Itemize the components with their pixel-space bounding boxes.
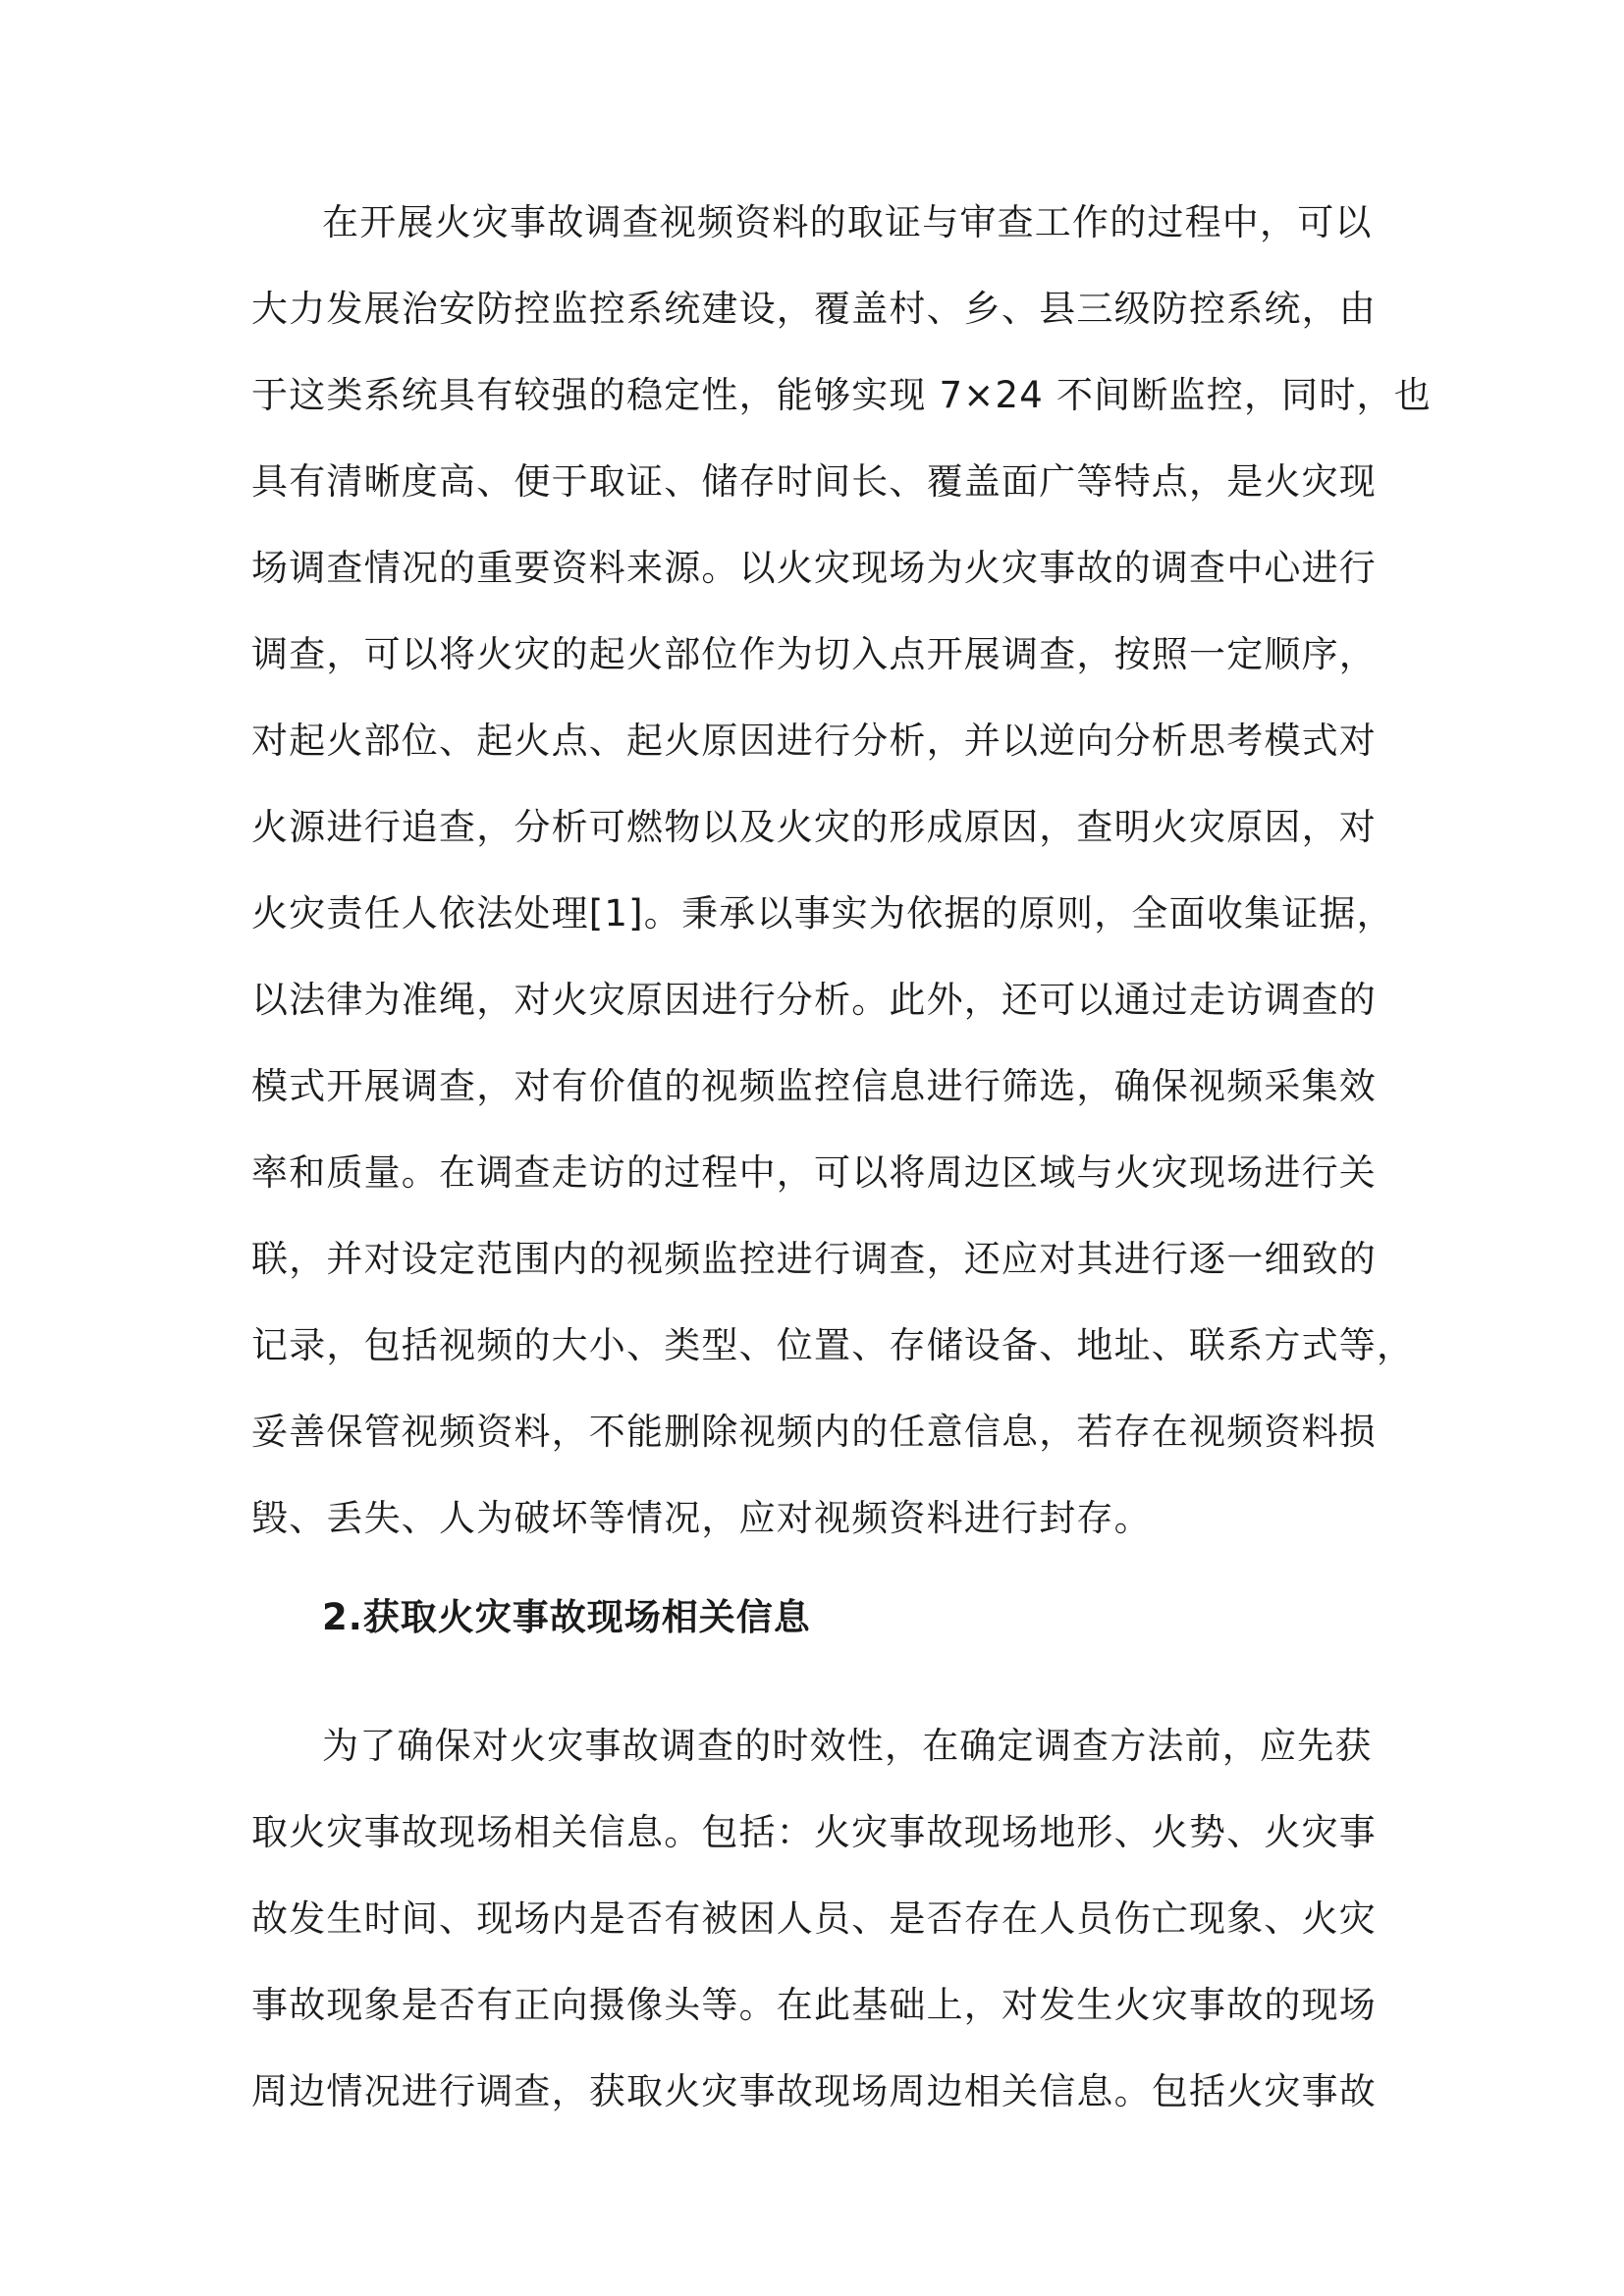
paragraph-line: 在开展火灾事故调查视频资料的取证与审查工作的过程中，可以 (322, 201, 1373, 243)
paragraph-line: 对起火部位、起火点、起火原因进行分析，并以逆向分析思考模式对 (251, 720, 1377, 762)
paragraph-line: 周边情况进行调查，获取火灾事故现场周边相关信息。包括火灾事故 (251, 2070, 1377, 2112)
paragraph-line: 取火灾事故现场相关信息。包括：火灾事故现场地形、火势、火灾事 (251, 1811, 1377, 1853)
paragraph-line: 妥善保管视频资料，不能删除视频内的任意信息，若存在视频资料损 (251, 1411, 1377, 1453)
paragraph-line: 调查，可以将火灾的起火部位作为切入点开展调查，按照一定顺序， (251, 633, 1377, 675)
paragraph-line: 模式开展调查，对有价值的视频监控信息进行筛选，确保视频采集效 (251, 1065, 1377, 1107)
paragraph-line: 联，并对设定范围内的视频监控进行调查，还应对其进行逐一细致的 (251, 1238, 1377, 1280)
paragraph-line: 场调查情况的重要资料来源。以火灾现场为火灾事故的调查中心进行 (251, 547, 1377, 589)
section-heading: 2.获取火灾事故现场相关信息 (322, 1596, 811, 1638)
paragraph-line: 具有清晰度高、便于取证、储存时间长、覆盖面广等特点，是火灾现 (251, 460, 1377, 503)
paragraph-line: 为了确保对火灾事故调查的时效性，在确定调查方法前，应先获 (322, 1725, 1373, 1767)
paragraph-line: 记录，包括视频的大小、类型、位置、存储设备、地址、联系方式等， (251, 1324, 1415, 1366)
paragraph-line: 以法律为准绳，对火灾原因进行分析。此外，还可以通过走访调查的 (251, 979, 1377, 1021)
paragraph-line: 于这类系统具有较强的稳定性，能够实现 7×24 不间断监控，同时，也 (251, 374, 1432, 416)
paragraph-line: 事故现象是否有正向摄像头等。在此基础上，对发生火灾事故的现场 (251, 1984, 1377, 2026)
paragraph-line: 火灾责任人依法处理[1]。秉承以事实为依据的原则，全面收集证据， (251, 892, 1394, 934)
paragraph-line: 毁、丢失、人为破坏等情况，应对视频资料进行封存。 (251, 1497, 1152, 1539)
paragraph-line: 火源进行追查，分析可燃物以及火灾的形成原因，查明火灾原因，对 (251, 806, 1377, 848)
paragraph-line: 率和质量。在调查走访的过程中，可以将周边区域与火灾现场进行关 (251, 1151, 1377, 1194)
paragraph-line: 大力发展治安防控监控系统建设，覆盖村、乡、县三级防控系统，由 (251, 288, 1377, 330)
paragraph-line: 故发生时间、现场内是否有被困人员、是否存在人员伤亡现象、火灾 (251, 1897, 1377, 1940)
